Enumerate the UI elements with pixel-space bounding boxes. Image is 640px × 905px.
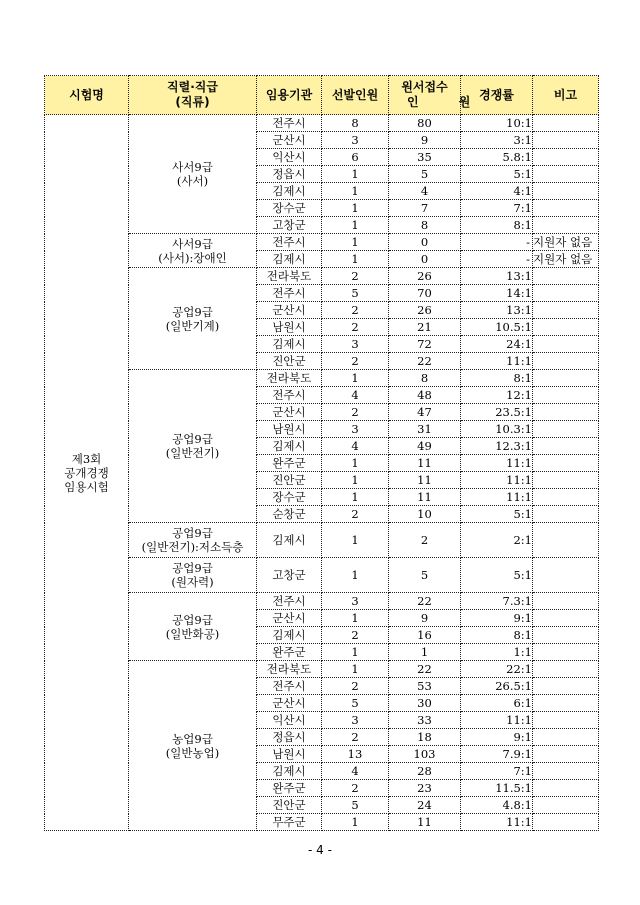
job-class-line: 공업9급 <box>172 561 213 575</box>
note-cell <box>533 729 599 746</box>
rate-cell: 5:1 <box>461 558 533 593</box>
selection-cell: 5 <box>322 285 389 302</box>
selection-cell: 4 <box>322 387 389 404</box>
org-cell: 장수군 <box>257 200 322 217</box>
selection-cell: 3 <box>322 421 389 438</box>
selection-cell: 1 <box>322 251 389 268</box>
note-cell <box>533 438 599 455</box>
exam-group-line: 공개경쟁 <box>64 465 109 480</box>
rate-cell: 5:1 <box>461 506 533 523</box>
job-class-line: (일반화공) <box>165 626 220 641</box>
note-cell <box>533 678 599 695</box>
selection-cell: 1 <box>322 558 389 593</box>
org-cell: 완주군 <box>257 644 322 661</box>
note-cell <box>533 149 599 166</box>
rate-cell: 10:1 <box>461 115 533 132</box>
applicants-cell: 2 <box>389 523 461 558</box>
rate-cell: 11:1 <box>461 814 533 831</box>
applicants-cell: 4 <box>389 183 461 200</box>
note-cell <box>533 404 599 421</box>
selection-cell: 2 <box>322 404 389 421</box>
org-cell: 남원시 <box>257 421 322 438</box>
selection-cell: 1 <box>322 234 389 251</box>
org-cell: 김제시 <box>257 763 322 780</box>
rate-cell: 5:1 <box>461 166 533 183</box>
page-number: - 4 - <box>308 843 332 857</box>
org-cell: 정읍시 <box>257 166 322 183</box>
selection-cell: 4 <box>322 438 389 455</box>
header-org: 임용기관 <box>257 76 322 115</box>
applicants-cell: 26 <box>389 268 461 285</box>
note-cell <box>533 115 599 132</box>
org-cell: 전주시 <box>257 234 322 251</box>
note-cell <box>533 353 599 370</box>
rate-cell: 13:1 <box>461 268 533 285</box>
note-cell <box>533 627 599 644</box>
applicants-cell: 24 <box>389 797 461 814</box>
job-class-cell <box>129 523 257 558</box>
applicants-cell: 53 <box>389 678 461 695</box>
rate-cell: 11:1 <box>461 455 533 472</box>
note-cell <box>533 319 599 336</box>
selection-cell: 2 <box>322 302 389 319</box>
org-cell: 전주시 <box>257 593 322 610</box>
org-cell: 김제시 <box>257 523 322 558</box>
selection-cell: 13 <box>322 746 389 763</box>
table-row <box>45 558 599 593</box>
org-cell: 순창군 <box>257 506 322 523</box>
selection-cell: 1 <box>322 370 389 387</box>
applicants-cell: 80 <box>389 115 461 132</box>
applicants-cell: 11 <box>389 814 461 831</box>
applicants-cell: 11 <box>389 472 461 489</box>
rate-cell: - <box>461 234 533 251</box>
rate-cell: 9:1 <box>461 729 533 746</box>
job-class-line: 공업9급 <box>172 612 213 627</box>
note-cell <box>533 814 599 831</box>
selection-cell: 2 <box>322 678 389 695</box>
note-cell <box>533 489 599 506</box>
note-cell <box>533 506 599 523</box>
rate-cell: 8:1 <box>461 370 533 387</box>
note-cell <box>533 183 599 200</box>
note-cell <box>533 523 599 558</box>
org-cell: 전라북도 <box>257 268 322 285</box>
job-class-line: (원자력) <box>171 575 214 589</box>
selection-cell: 4 <box>322 763 389 780</box>
rate-cell: 7.9:1 <box>461 746 533 763</box>
applicants-cell: 35 <box>389 149 461 166</box>
table-row <box>45 523 599 558</box>
note-cell: 지원자 없음 <box>533 234 599 251</box>
job-class-line: (사서):장애인 <box>158 250 227 265</box>
job-class-line: (일반전기):저소득층 <box>141 540 244 554</box>
org-cell: 김제시 <box>257 336 322 353</box>
selection-cell: 1 <box>322 814 389 831</box>
rate-cell: 11.5:1 <box>461 780 533 797</box>
org-cell: 전주시 <box>257 115 322 132</box>
org-cell: 무주군 <box>257 814 322 831</box>
selection-cell: 1 <box>322 455 389 472</box>
org-cell: 남원시 <box>257 319 322 336</box>
table-row <box>45 115 599 132</box>
rate-cell: 6:1 <box>461 695 533 712</box>
org-cell: 완주군 <box>257 455 322 472</box>
applicants-cell: 48 <box>389 387 461 404</box>
rate-cell: 14:1 <box>461 285 533 302</box>
applicants-cell: 33 <box>389 712 461 729</box>
org-cell: 완주군 <box>257 780 322 797</box>
selection-cell: 2 <box>322 353 389 370</box>
applicants-cell: 8 <box>389 217 461 234</box>
note-cell <box>533 472 599 489</box>
header-app-line1: 원서접수 <box>401 80 448 94</box>
selection-cell: 1 <box>322 200 389 217</box>
selection-cell: 2 <box>322 627 389 644</box>
selection-cell: 1 <box>322 523 389 558</box>
rate-cell: 8:1 <box>461 627 533 644</box>
org-cell: 전주시 <box>257 285 322 302</box>
rate-cell: 2:1 <box>461 523 533 558</box>
header-job-class <box>129 76 257 115</box>
job-class-line: 사서9급 <box>172 160 213 174</box>
rate-cell: - <box>461 251 533 268</box>
rate-cell: 7:1 <box>461 763 533 780</box>
applicants-cell: 9 <box>389 610 461 627</box>
selection-cell: 1 <box>322 489 389 506</box>
job-class-cell <box>129 234 257 268</box>
job-class-cell <box>129 661 257 831</box>
applicants-cell: 16 <box>389 627 461 644</box>
selection-cell: 1 <box>322 610 389 627</box>
header-exam-name: 시험명 <box>45 76 129 115</box>
applicants-cell: 5 <box>389 558 461 593</box>
selection-cell: 1 <box>322 661 389 678</box>
applicants-cell: 7 <box>389 200 461 217</box>
rate-cell: 3:1 <box>461 132 533 149</box>
rate-cell: 4.8:1 <box>461 797 533 814</box>
org-cell: 전주시 <box>257 387 322 404</box>
selection-cell: 1 <box>322 644 389 661</box>
applicants-cell: 28 <box>389 763 461 780</box>
rate-cell: 22:1 <box>461 661 533 678</box>
exam-group-line: 임용시험 <box>64 479 109 494</box>
selection-cell: 2 <box>322 268 389 285</box>
rate-cell: 11:1 <box>461 472 533 489</box>
applicants-cell: 1 <box>389 644 461 661</box>
job-class-line: 사서9급 <box>172 236 213 251</box>
header-app-line2: 인 원 <box>407 95 489 109</box>
note-cell <box>533 712 599 729</box>
note-cell <box>533 455 599 472</box>
header-selection: 선발인원 <box>322 76 389 115</box>
org-cell: 군산시 <box>257 302 322 319</box>
applicants-cell: 18 <box>389 729 461 746</box>
header-note: 비고 <box>533 76 599 115</box>
applicants-cell: 72 <box>389 336 461 353</box>
selection-cell: 3 <box>322 132 389 149</box>
applicants-cell: 10 <box>389 506 461 523</box>
table-row <box>45 234 599 251</box>
note-cell <box>533 644 599 661</box>
rate-cell: 12:1 <box>461 387 533 404</box>
rate-cell: 9:1 <box>461 610 533 627</box>
rate-cell: 11:1 <box>461 353 533 370</box>
note-cell <box>533 797 599 814</box>
rate-cell: 1:1 <box>461 644 533 661</box>
org-cell: 장수군 <box>257 489 322 506</box>
rate-cell: 7:1 <box>461 200 533 217</box>
applicants-cell: 31 <box>389 421 461 438</box>
note-cell <box>533 780 599 797</box>
org-cell: 정읍시 <box>257 729 322 746</box>
rate-cell: 24:1 <box>461 336 533 353</box>
note-cell <box>533 661 599 678</box>
competition-rate-table <box>44 75 599 831</box>
note-cell <box>533 387 599 404</box>
rate-cell: 23.5:1 <box>461 404 533 421</box>
selection-cell: 1 <box>322 183 389 200</box>
job-class-cell <box>129 115 257 234</box>
note-cell <box>533 746 599 763</box>
note-cell <box>533 370 599 387</box>
rate-cell: 10.5:1 <box>461 319 533 336</box>
note-cell <box>533 610 599 627</box>
note-cell <box>533 421 599 438</box>
org-cell: 김제시 <box>257 251 322 268</box>
org-cell: 군산시 <box>257 610 322 627</box>
rate-cell: 11:1 <box>461 489 533 506</box>
applicants-cell: 22 <box>389 661 461 678</box>
applicants-cell: 47 <box>389 404 461 421</box>
header-rate: 경쟁률 <box>461 76 533 115</box>
job-class-line: (일반농업) <box>165 745 220 760</box>
header-job-line1: 직렬·직급 <box>167 80 218 94</box>
selection-cell: 3 <box>322 712 389 729</box>
selection-cell: 1 <box>322 217 389 234</box>
rate-cell: 12.3:1 <box>461 438 533 455</box>
table-row <box>45 268 599 285</box>
table-row <box>45 661 599 678</box>
selection-cell: 3 <box>322 593 389 610</box>
applicants-cell: 8 <box>389 370 461 387</box>
applicants-cell: 49 <box>389 438 461 455</box>
applicants-cell: 0 <box>389 251 461 268</box>
job-class-line: (사서) <box>176 174 209 188</box>
org-cell: 고창군 <box>257 558 322 593</box>
org-cell: 고창군 <box>257 217 322 234</box>
selection-cell: 2 <box>322 780 389 797</box>
rate-cell: 7.3:1 <box>461 593 533 610</box>
header-applicants <box>389 76 489 115</box>
selection-cell: 2 <box>322 319 389 336</box>
org-cell: 전주시 <box>257 678 322 695</box>
job-class-cell <box>129 370 257 523</box>
applicants-cell: 0 <box>389 234 461 251</box>
job-class-cell <box>129 593 257 661</box>
rate-cell: 11:1 <box>461 712 533 729</box>
job-class-line: 공업9급 <box>172 432 213 446</box>
note-cell <box>533 200 599 217</box>
note-cell <box>533 695 599 712</box>
applicants-cell: 11 <box>389 455 461 472</box>
exam-group-line: 제3회 <box>71 451 102 466</box>
job-class-line: (일반기계) <box>165 318 220 333</box>
note-cell <box>533 166 599 183</box>
table-body <box>45 115 599 831</box>
note-cell <box>533 593 599 610</box>
table-row <box>45 593 599 610</box>
rate-cell: 5.8:1 <box>461 149 533 166</box>
selection-cell: 5 <box>322 695 389 712</box>
applicants-cell: 9 <box>389 132 461 149</box>
note-cell <box>533 268 599 285</box>
rate-cell: 8:1 <box>461 217 533 234</box>
job-class-cell <box>129 268 257 370</box>
note-cell <box>533 558 599 593</box>
rate-cell: 26.5:1 <box>461 678 533 695</box>
org-cell: 익산시 <box>257 149 322 166</box>
org-cell: 전라북도 <box>257 370 322 387</box>
org-cell: 김제시 <box>257 183 322 200</box>
job-class-line: 공업9급 <box>172 526 213 540</box>
applicants-cell: 26 <box>389 302 461 319</box>
note-cell: 지원자 없음 <box>533 251 599 268</box>
rate-cell: 10.3:1 <box>461 421 533 438</box>
job-class-line: 농업9급 <box>172 731 213 746</box>
selection-cell: 8 <box>322 115 389 132</box>
org-cell: 익산시 <box>257 712 322 729</box>
org-cell: 진안군 <box>257 472 322 489</box>
applicants-cell: 5 <box>389 166 461 183</box>
note-cell <box>533 217 599 234</box>
rate-cell: 4:1 <box>461 183 533 200</box>
applicants-cell: 30 <box>389 695 461 712</box>
applicants-cell: 11 <box>389 489 461 506</box>
selection-cell: 1 <box>322 472 389 489</box>
org-cell: 진안군 <box>257 797 322 814</box>
selection-cell: 5 <box>322 797 389 814</box>
rate-cell: 13:1 <box>461 302 533 319</box>
table-row <box>45 370 599 387</box>
applicants-cell: 70 <box>389 285 461 302</box>
job-class-line: (일반전기) <box>165 446 220 460</box>
note-cell <box>533 132 599 149</box>
org-cell: 전라북도 <box>257 661 322 678</box>
applicants-cell: 103 <box>389 746 461 763</box>
selection-cell: 2 <box>322 506 389 523</box>
table-header-row <box>45 76 599 115</box>
applicants-cell: 23 <box>389 780 461 797</box>
applicants-cell: 21 <box>389 319 461 336</box>
note-cell <box>533 302 599 319</box>
applicants-cell: 22 <box>389 593 461 610</box>
org-cell: 진안군 <box>257 353 322 370</box>
org-cell: 군산시 <box>257 132 322 149</box>
job-class-cell <box>129 558 257 593</box>
note-cell <box>533 336 599 353</box>
note-cell <box>533 763 599 780</box>
org-cell: 김제시 <box>257 627 322 644</box>
org-cell: 남원시 <box>257 746 322 763</box>
note-cell <box>533 285 599 302</box>
header-job-line2: (직류) <box>175 95 210 109</box>
selection-cell: 3 <box>322 336 389 353</box>
selection-cell: 2 <box>322 729 389 746</box>
org-cell: 김제시 <box>257 438 322 455</box>
org-cell: 군산시 <box>257 404 322 421</box>
applicants-cell: 22 <box>389 353 461 370</box>
org-cell: 군산시 <box>257 695 322 712</box>
selection-cell: 1 <box>322 166 389 183</box>
job-class-line: 공업9급 <box>172 304 213 319</box>
exam-group-cell <box>45 115 129 831</box>
selection-cell: 6 <box>322 149 389 166</box>
